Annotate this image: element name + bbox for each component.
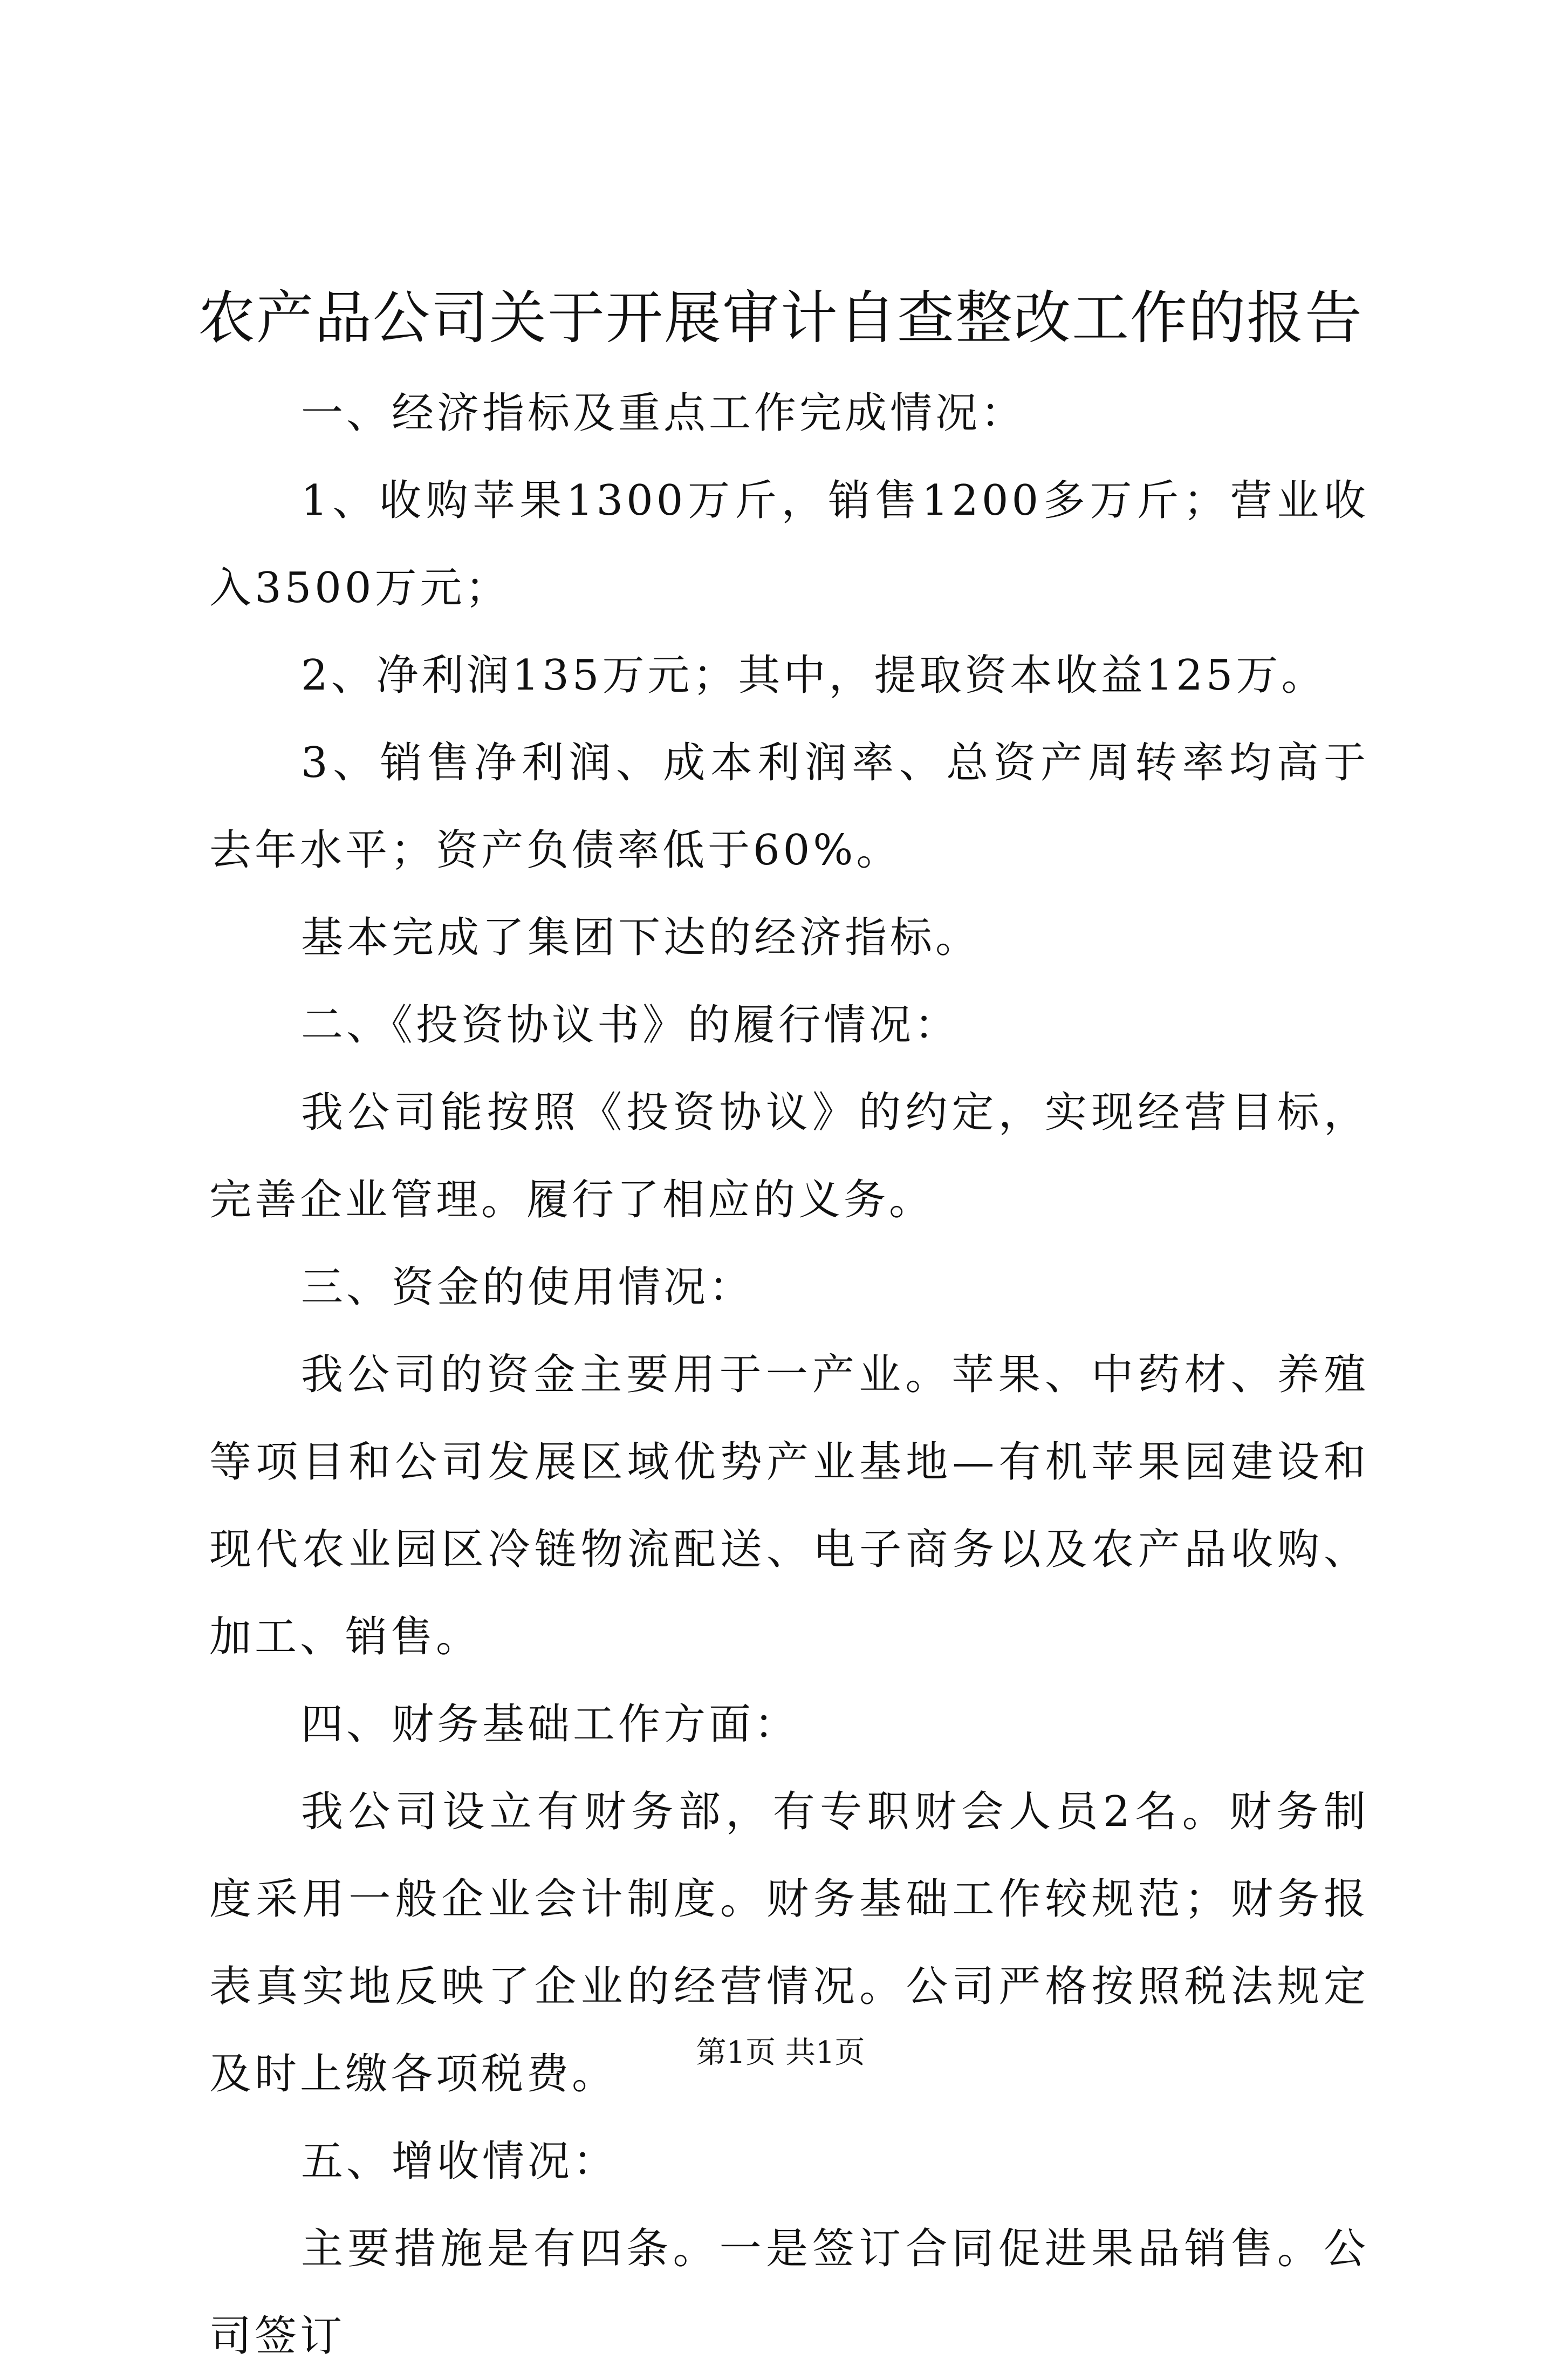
section-heading-4: 四、财务基础工作方面： <box>301 1700 800 1749</box>
paragraph-agreement: 我公司能按照《投资协议》的约定，实现经营目标，完善企业管理。履行了相应的义务。 <box>209 1088 1369 1224</box>
section-heading-3: 三、资金的使用情况： <box>301 1263 755 1312</box>
paragraph-summary: 基本完成了集团下达的经济指标。 <box>301 913 981 962</box>
paragraph-item-3: 3、销售净利润、成本利润率、总资产周转率均高于去年水平；资产负债率低于60%。 <box>209 739 1369 875</box>
document-title: 农产品公司关于开展审计自查整改工作的报告 <box>198 285 1363 351</box>
paragraph-finance: 我公司设立有财务部，有专职财会人员2名。财务制度采用一般企业会计制度。财务基础工作较规范；财务报表真实地反映了企业的经营情况。公司严格按照税法规定及时上缴各项税费。 <box>209 1788 1369 2098</box>
paragraph-funds: 我公司的资金主要用于一产业。苹果、中药材、养殖等项目和公司发展区域优势产业基地—有机苹果园建设和现代农业园区冷链物流配送、电子商务以及农产品收购、加工、销售。 <box>209 1351 1369 1661</box>
page-number-footer: 第1页 共1页 <box>696 2035 865 2070</box>
paragraph-revenue: 主要措施是有四条。一是签订合同促进果品销售。公司签订 <box>209 2225 1369 2361</box>
section-heading-2: 二、《投资协议书》的履行情况： <box>301 1001 960 1049</box>
section-heading-1: 一、经济指标及重点工作完成情况： <box>301 389 1026 438</box>
document-body <box>209 370 1369 2380</box>
section-heading-5: 五、增收情况： <box>301 2137 619 2186</box>
paragraph-item-2: 2、净利润135万元；其中，提取资本收益125万。 <box>301 651 1327 700</box>
paragraph-item-1: 1、收购苹果1300万斤，销售1200多万斤；营业收入3500万元； <box>209 476 1369 612</box>
